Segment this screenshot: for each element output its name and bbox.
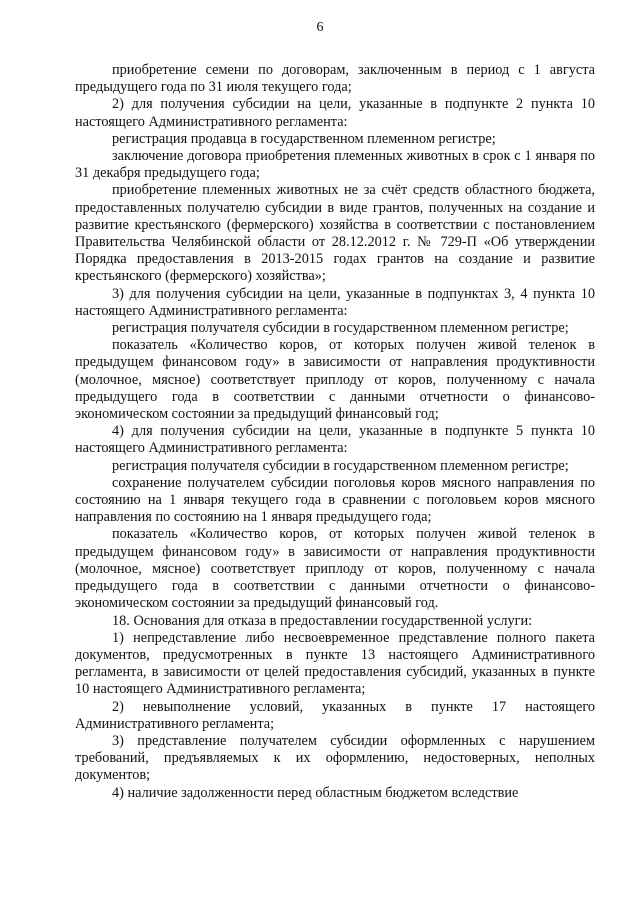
paragraph: 4) для получения субсидии на цели, указанные в подпункте 5 пункта 10 настоящего Административного регламента: (75, 423, 595, 457)
paragraph: показатель «Количество коров, от которых получен живой теленок в предыдущем финансовом году» в зависимости от направления продуктивности (молочное, мясное) соответствует приплоду от коров, полученному с начала предыдущего года в соответствии с данными отчетности о финансово-экономическом состоянии за предыдущий финансовый год; (75, 337, 595, 423)
paragraph: заключение договора приобретения племенных животных в срок с 1 января по 31 декабря предыдущего года; (75, 148, 595, 182)
paragraph: регистрация получателя субсидии в государственном племенном регистре; (112, 320, 569, 337)
paragraph: приобретение семени по договорам, заключенным в период с 1 августа предыдущего года по 31 июля текущего года; (75, 62, 595, 96)
paragraph: 18. Основания для отказа в предоставлении государственной услуги: (112, 612, 533, 629)
paragraph: 1) непредставление либо несвоевременное представление полного пакета документов, предусмотренных в пункте 13 настоящего Административного регламента, в зависимости от целей предоставления субсидий, указанных в пункте 10 настоящего Административного регламента; (75, 629, 595, 698)
paragraph: 4) наличие задолженности перед областным бюджетом вследствие (112, 784, 519, 801)
paragraph: приобретение племенных животных не за счёт средств областного бюджета, предоставленных получателю субсидии в виде грантов, полученных на создание и развитие крестьянского (фермерского) хозяйства в соответствии с постановлением Правительства Челябинской области от 28.12.2012 г. № 729-П «Об утверждении Порядка предоставления в 2013-2015 годах грантов на создание и развитие крестьянского (фермерского) хозяйства»; (75, 182, 595, 285)
paragraph: показатель «Количество коров, от которых получен живой теленок в предыдущем финансовом году» в зависимости от направления продуктивности (молочное, мясное) соответствует приплоду от коров, полученному с начала предыдущего года в соответствии с данными отчетности о финансово-экономическом состоянии за предыдущий финансовый год. (75, 526, 595, 612)
page-number: 6 (316, 20, 324, 35)
paragraph: сохранение получателем субсидии поголовья коров мясного направления по состоянию на 1 января текущего года в сравнении с поголовьем коров мясного направления по состоянию на 1 января предыдущего года; (75, 474, 595, 526)
paragraph: 3) для получения субсидии на цели, указанные в подпунктах 3, 4 пункта 10 настоящего Административного регламента: (75, 285, 595, 319)
paragraph: регистрация получателя субсидии в государственном племенном регистре; (112, 457, 569, 474)
paragraph: регистрация продавца в государственном племенном регистре; (112, 130, 496, 147)
paragraph: 2) для получения субсидии на цели, указанные в подпункте 2 пункта 10 настоящего Административного регламента: (75, 96, 595, 130)
document-body (75, 62, 595, 802)
paragraph: 3) представление получателем субсидии оформленных с нарушением требований, предъявляемых к их оформлению, недостоверных, неполных документов; (75, 732, 595, 784)
paragraph: 2) невыполнение условий, указанных в пункте 17 настоящего Административного регламента; (75, 698, 595, 732)
